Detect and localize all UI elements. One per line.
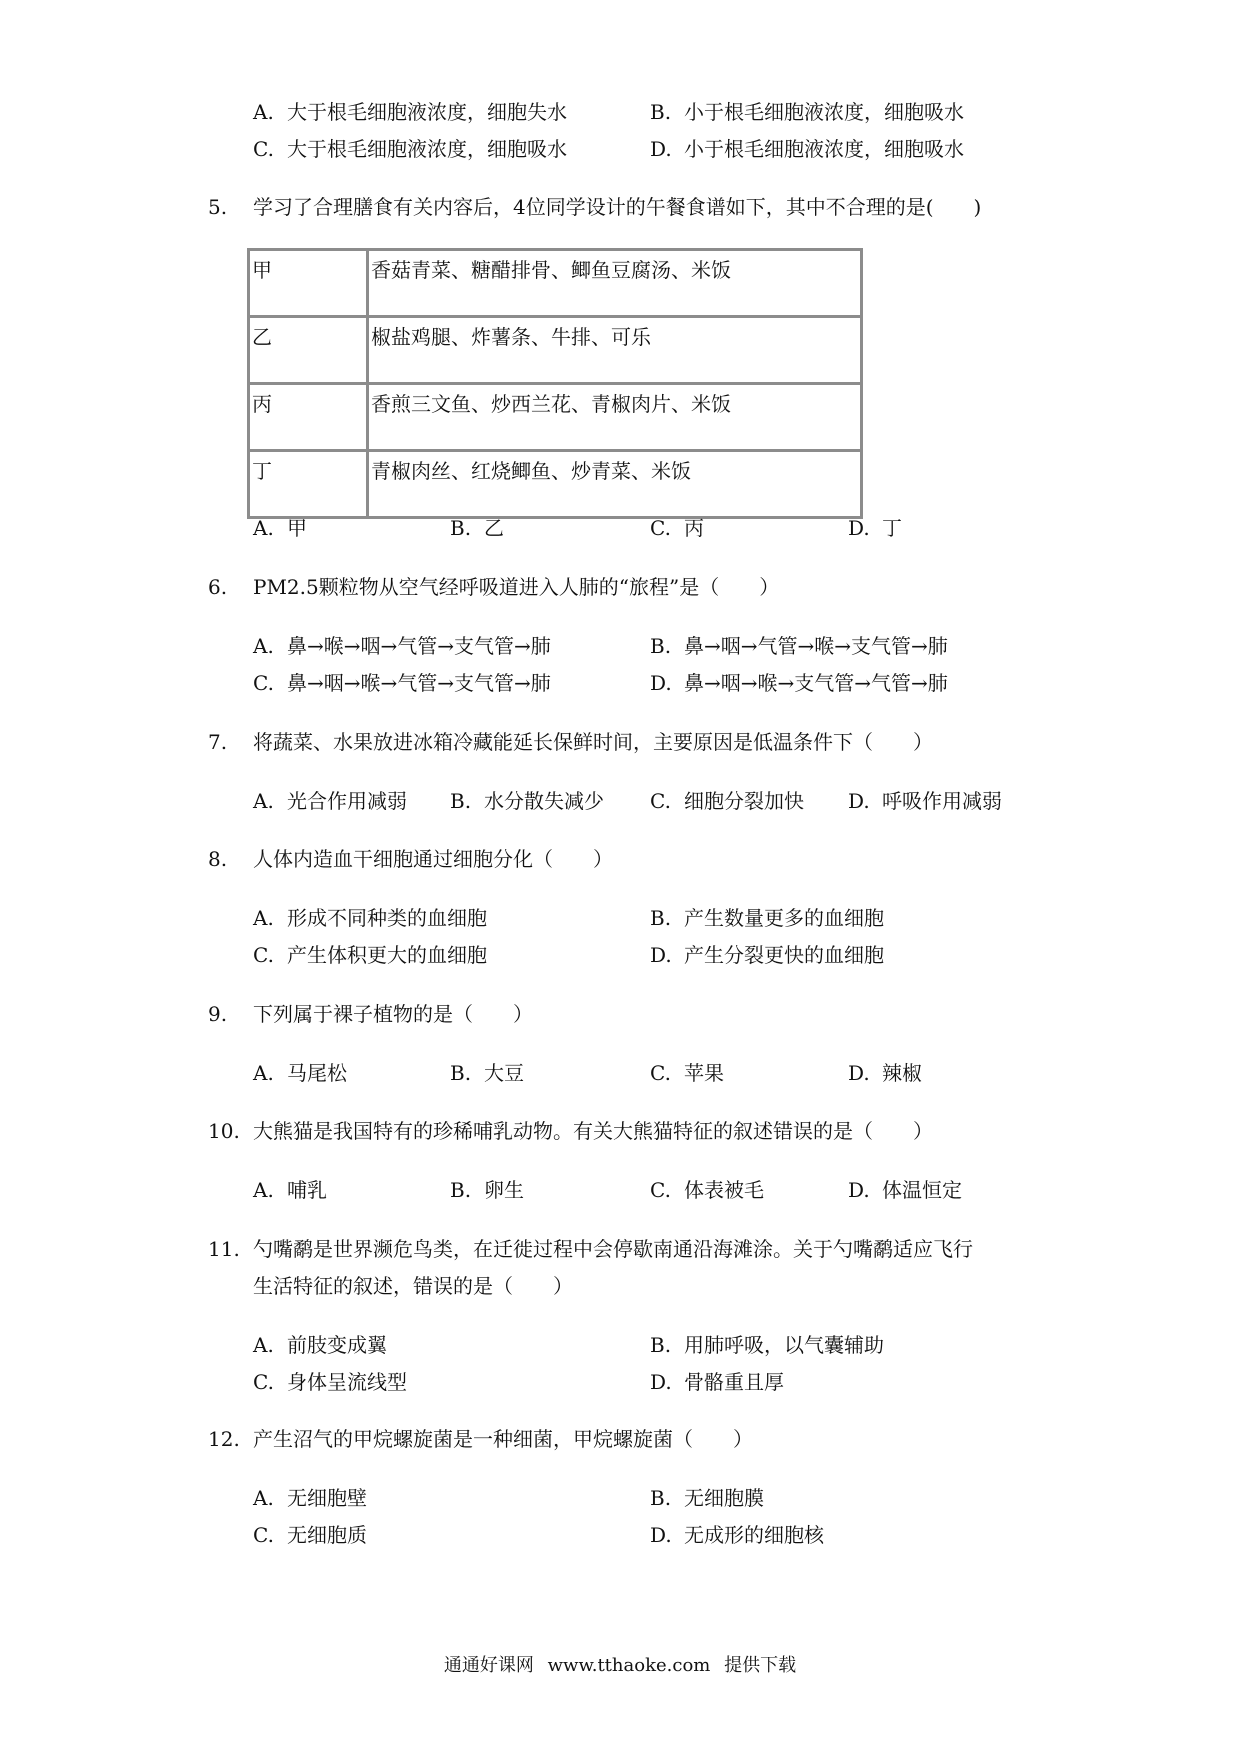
option-label: B. <box>650 634 672 658</box>
option-label: C. <box>253 1523 274 1547</box>
option-text: 身体呈流线型 <box>287 1370 407 1394</box>
option-text: 前肢变成翼 <box>287 1333 387 1357</box>
option-text: 体表被毛 <box>684 1178 764 1202</box>
option-q8-b <box>650 904 884 932</box>
option-label: D. <box>650 1523 672 1547</box>
option-label: C. <box>253 137 274 161</box>
option-label: C. <box>650 789 671 813</box>
option-label: A. <box>253 634 274 658</box>
table-cell-student: 丁 <box>249 451 368 518</box>
option-text: 卵生 <box>484 1178 524 1202</box>
option-label: D. <box>650 137 672 161</box>
option-text: 大于根毛细胞液浓度，细胞失水 <box>287 100 567 124</box>
question-stem: PM2.5颗粒物从空气经呼吸道进入人肺的“旅程”是（ ） <box>253 575 780 599</box>
option-text: 细胞分裂加快 <box>684 789 804 813</box>
option-label: B. <box>450 1061 472 1085</box>
option-q5-a <box>253 514 307 542</box>
option-label: C. <box>650 1178 671 1202</box>
page-footer <box>0 1654 1240 1678</box>
option-text: 苹果 <box>684 1061 724 1085</box>
option-label: A. <box>253 1178 274 1202</box>
question-stem-line1: 勺嘴鹬是世界濒危鸟类，在迁徙过程中会停歇南通沿海滩涂。关于勺嘴鹬适应飞行 <box>253 1237 973 1261</box>
question-number: 11. <box>208 1237 240 1261</box>
option-text: 产生体积更大的血细胞 <box>287 943 487 967</box>
question-number: 5. <box>208 195 228 219</box>
option-q4-b <box>650 98 964 126</box>
question-stem: 大熊猫是我国特有的珍稀哺乳动物。有关大熊猫特征的叙述错误的是（ ） <box>253 1119 933 1143</box>
option-label: B. <box>650 906 672 930</box>
option-label: B. <box>450 789 472 813</box>
table-row <box>249 317 862 384</box>
option-label: B. <box>650 1486 672 1510</box>
table-cell-student: 甲 <box>249 250 368 317</box>
option-label: C. <box>253 1370 274 1394</box>
option-label: A. <box>253 906 274 930</box>
question-number: 12. <box>208 1427 240 1451</box>
option-text: 辣椒 <box>882 1061 922 1085</box>
option-label: A. <box>253 1333 274 1357</box>
option-q9-b <box>450 1059 524 1087</box>
option-q6-b <box>650 632 948 660</box>
table-cell-student: 乙 <box>249 317 368 384</box>
option-q4-a <box>253 98 567 126</box>
option-q9-c <box>650 1059 724 1087</box>
option-text: 光合作用减弱 <box>287 789 407 813</box>
option-text: 鼻→咽→喉→支气管→气管→肺 <box>684 671 948 695</box>
option-q10-a <box>253 1176 327 1204</box>
lunch-menu-table <box>247 248 863 519</box>
option-text: 水分散失减少 <box>484 789 604 813</box>
option-text: 小于根毛细胞液浓度，细胞吸水 <box>684 100 964 124</box>
option-q7-b <box>450 787 604 815</box>
option-text: 哺乳 <box>287 1178 327 1202</box>
option-text: 产生分裂更快的血细胞 <box>684 943 884 967</box>
option-label: D. <box>848 789 870 813</box>
option-text: 用肺呼吸，以气囊辅助 <box>684 1333 884 1357</box>
question-stem: 将蔬菜、水果放进冰箱冷藏能延长保鲜时间，主要原因是低温条件下（ ） <box>253 730 933 754</box>
question-stem: 下列属于裸子植物的是（ ） <box>253 1002 533 1026</box>
option-q11-c <box>253 1368 407 1396</box>
table-row <box>249 384 862 451</box>
option-text: 呼吸作用减弱 <box>882 789 1002 813</box>
option-q9-d <box>848 1059 922 1087</box>
footer-suffix: 提供下载 <box>724 1655 797 1676</box>
option-label: B. <box>450 1178 472 1202</box>
option-label: B. <box>450 516 472 540</box>
option-q8-a <box>253 904 487 932</box>
option-label: A. <box>253 1061 274 1085</box>
option-text: 骨骼重且厚 <box>684 1370 784 1394</box>
option-q7-a <box>253 787 407 815</box>
option-label: B. <box>650 100 672 124</box>
question-number: 7. <box>208 730 228 754</box>
option-label: A. <box>253 516 274 540</box>
table-cell-menu: 椒盐鸡腿、炸薯条、牛排、可乐 <box>368 317 862 384</box>
question-number: 8. <box>208 847 228 871</box>
option-text: 鼻→咽→喉→气管→支气管→肺 <box>287 671 551 695</box>
option-q5-c <box>650 514 704 542</box>
option-label: D. <box>848 1178 870 1202</box>
option-text: 甲 <box>287 516 307 540</box>
option-label: C. <box>650 516 671 540</box>
table-cell-menu: 香煎三文鱼、炒西兰花、青椒肉片、米饭 <box>368 384 862 451</box>
question-stem: 学习了合理膳食有关内容后，4位同学设计的午餐食谱如下，其中不合理的是( ) <box>253 195 982 219</box>
option-q10-b <box>450 1176 524 1204</box>
option-label: C. <box>253 943 274 967</box>
question-number: 10. <box>208 1119 240 1143</box>
table-row <box>249 451 862 518</box>
option-q8-d <box>650 941 884 969</box>
option-label: D. <box>650 943 672 967</box>
option-text: 小于根毛细胞液浓度，细胞吸水 <box>684 137 964 161</box>
option-text: 形成不同种类的血细胞 <box>287 906 487 930</box>
option-text: 丁 <box>882 516 902 540</box>
option-label: A. <box>253 1486 274 1510</box>
option-label: C. <box>650 1061 671 1085</box>
question-stem-line2: 生活特征的叙述，错误的是（ ） <box>253 1274 573 1298</box>
option-q12-a <box>253 1484 367 1512</box>
option-q5-b <box>450 514 504 542</box>
table-row <box>249 250 862 317</box>
table-cell-menu: 香菇青菜、糖醋排骨、鲫鱼豆腐汤、米饭 <box>368 250 862 317</box>
question-stem: 产生沼气的甲烷螺旋菌是一种细菌，甲烷螺旋菌（ ） <box>253 1427 753 1451</box>
option-label: C. <box>253 671 274 695</box>
table-cell-student: 丙 <box>249 384 368 451</box>
option-q5-d <box>848 514 902 542</box>
option-q11-d <box>650 1368 784 1396</box>
option-label: D. <box>650 671 672 695</box>
option-text: 丙 <box>684 516 704 540</box>
option-text: 鼻→咽→气管→喉→支气管→肺 <box>684 634 948 658</box>
option-q4-c <box>253 135 567 163</box>
option-q12-c <box>253 1521 367 1549</box>
option-q4-d <box>650 135 964 163</box>
option-q9-a <box>253 1059 347 1087</box>
option-q11-b <box>650 1331 884 1359</box>
question-11-line2 <box>253 1272 573 1300</box>
question-stem: 人体内造血干细胞通过细胞分化（ ） <box>253 847 613 871</box>
option-q10-d <box>848 1176 962 1204</box>
option-q12-b <box>650 1484 764 1512</box>
question-number: 9. <box>208 1002 228 1026</box>
option-text: 无成形的细胞核 <box>684 1523 824 1547</box>
option-label: D. <box>650 1370 672 1394</box>
option-q6-c <box>253 669 551 697</box>
option-text: 大豆 <box>484 1061 524 1085</box>
option-label: A. <box>253 789 274 813</box>
option-text: 无细胞质 <box>287 1523 367 1547</box>
option-text: 大于根毛细胞液浓度，细胞吸水 <box>287 137 567 161</box>
option-q7-d <box>848 787 1002 815</box>
table-cell-menu: 青椒肉丝、红烧鲫鱼、炒青菜、米饭 <box>368 451 862 518</box>
option-q7-c <box>650 787 804 815</box>
option-q10-c <box>650 1176 764 1204</box>
option-text: 乙 <box>484 516 504 540</box>
option-label: D. <box>848 1061 870 1085</box>
option-text: 无细胞壁 <box>287 1486 367 1510</box>
option-text: 鼻→喉→咽→气管→支气管→肺 <box>287 634 551 658</box>
footer-site-name: 通通好课网 <box>443 1655 534 1676</box>
question-number: 6. <box>208 575 228 599</box>
option-q11-a <box>253 1331 387 1359</box>
option-label: B. <box>650 1333 672 1357</box>
option-q8-c <box>253 941 487 969</box>
option-label: A. <box>253 100 274 124</box>
option-q12-d <box>650 1521 824 1549</box>
footer-url[interactable]: www.tthaoke.com <box>547 1655 711 1676</box>
option-text: 无细胞膜 <box>684 1486 764 1510</box>
option-text: 马尾松 <box>287 1061 347 1085</box>
option-q6-d <box>650 669 948 697</box>
option-text: 体温恒定 <box>882 1178 962 1202</box>
option-label: D. <box>848 516 870 540</box>
option-text: 产生数量更多的血细胞 <box>684 906 884 930</box>
option-q6-a <box>253 632 551 660</box>
